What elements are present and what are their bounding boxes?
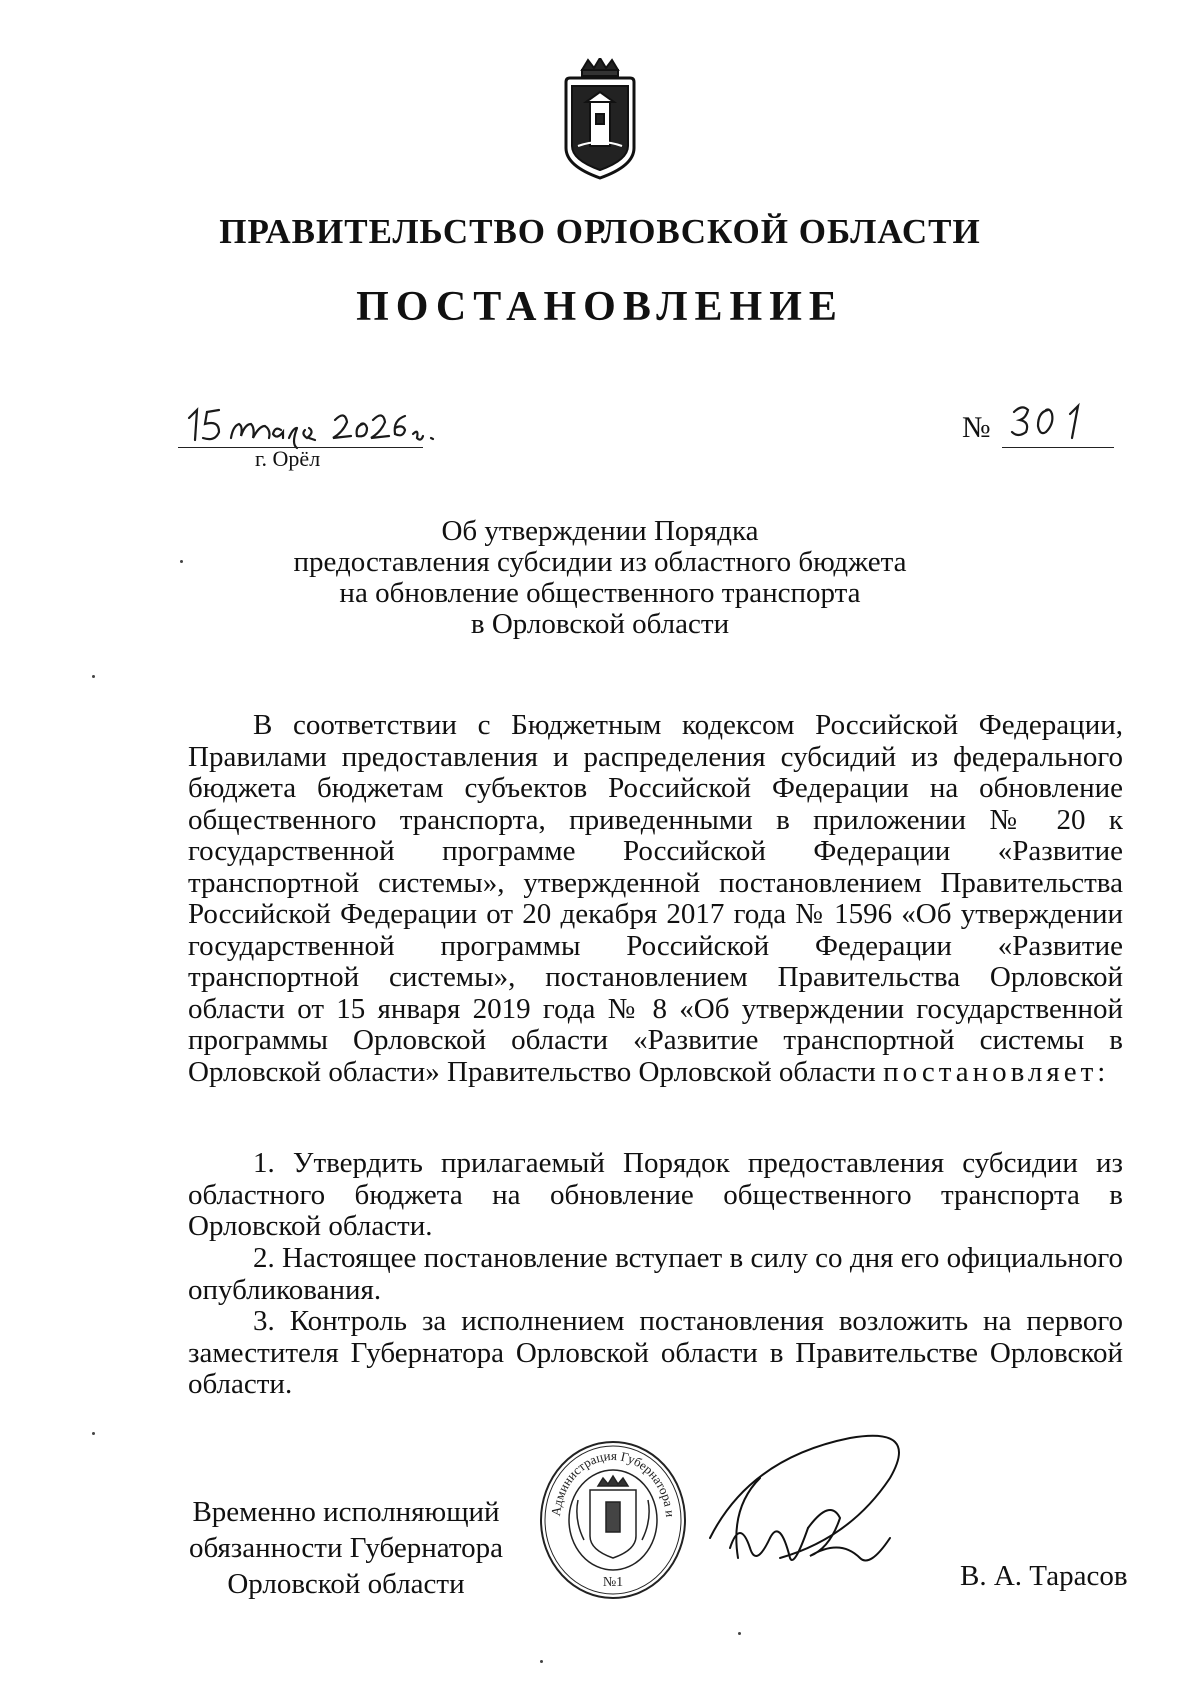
handwritten-number-ink xyxy=(1008,398,1098,448)
signer-position-line: Временно исполняющий xyxy=(192,1496,500,1528)
subject-line: предоставления субсидии из областного бюджета xyxy=(293,546,907,578)
scan-speck xyxy=(540,1660,543,1663)
preamble-paragraph xyxy=(188,710,1123,1088)
government-title: ПРАВИТЕЛЬСТВО ОРЛОВСКОЙ ОБЛАСТИ xyxy=(219,212,981,251)
resolution-item-2: 2. Настоящее постановление вступает в силу со дня его официального опубликования. xyxy=(188,1242,1123,1306)
coat-of-arms-emblem xyxy=(560,58,640,182)
signer-position xyxy=(186,1494,506,1602)
subject-line: в Орловской области xyxy=(470,608,730,640)
document-type: ПОСТАНОВЛЕНИЕ xyxy=(356,284,844,330)
seal-text: Администрация Губернатора и xyxy=(548,1447,678,1518)
number-sign: № xyxy=(962,411,991,444)
handwritten-date-ink xyxy=(185,400,455,452)
scan-speck xyxy=(92,1432,95,1435)
seal-number: №1 xyxy=(602,1575,624,1590)
signer-name: В. А. Тарасов xyxy=(960,1560,1128,1592)
document-subject xyxy=(0,516,1200,640)
scan-speck xyxy=(180,560,183,563)
scan-speck xyxy=(92,675,95,678)
resolves-word: постановляет: xyxy=(883,1055,1110,1088)
resolution-item-3: 3. Контроль за исполнением постановления возложить на первого заместителя Губернатора Орловской области в Правительстве Орловской области. xyxy=(188,1305,1123,1400)
signer-position-line: Орловской области xyxy=(227,1568,465,1600)
handwritten-signature xyxy=(690,1418,930,1618)
subject-line: Об утверждении Порядка xyxy=(441,515,759,547)
subject-line: на обновление общественного транспорта xyxy=(339,577,861,609)
signer-position-line: обязанности Губернатора xyxy=(188,1532,504,1564)
preamble-text: В соответствии с Бюджетным кодексом Российской Федерации, Правилами предоставления и распределения субсидий из федерального бюджета бюджетам субъектов Российской Федерации на обновление общественного транспорта, приведенными в приложении № 20 к государственной программе Российской Федерации «Развитие транспортной системы», утвержденной постановлением Правительства Российской Федерации от 20 декабря 2017 года № 1596 «Об утверждении государственной программы Российской Федерации «Развитие транспортной системы», постановлением Правительства Орловской области от 15 января 2019 года № 8 «Об утверждении государственной программы Орловской области «Развитие транспортной системы в Орловской области» Правительство Орловской области xyxy=(188,709,1123,1088)
resolution-item-1: 1. Утвердить прилагаемый Порядок предоставления субсидии из областного бюджета на обновление общественного транспорта в Орловской области. xyxy=(188,1147,1123,1242)
scan-speck xyxy=(738,1632,741,1635)
city-label: г. Орёл xyxy=(255,446,321,471)
official-seal xyxy=(538,1440,688,1600)
number-underline xyxy=(1002,447,1114,448)
